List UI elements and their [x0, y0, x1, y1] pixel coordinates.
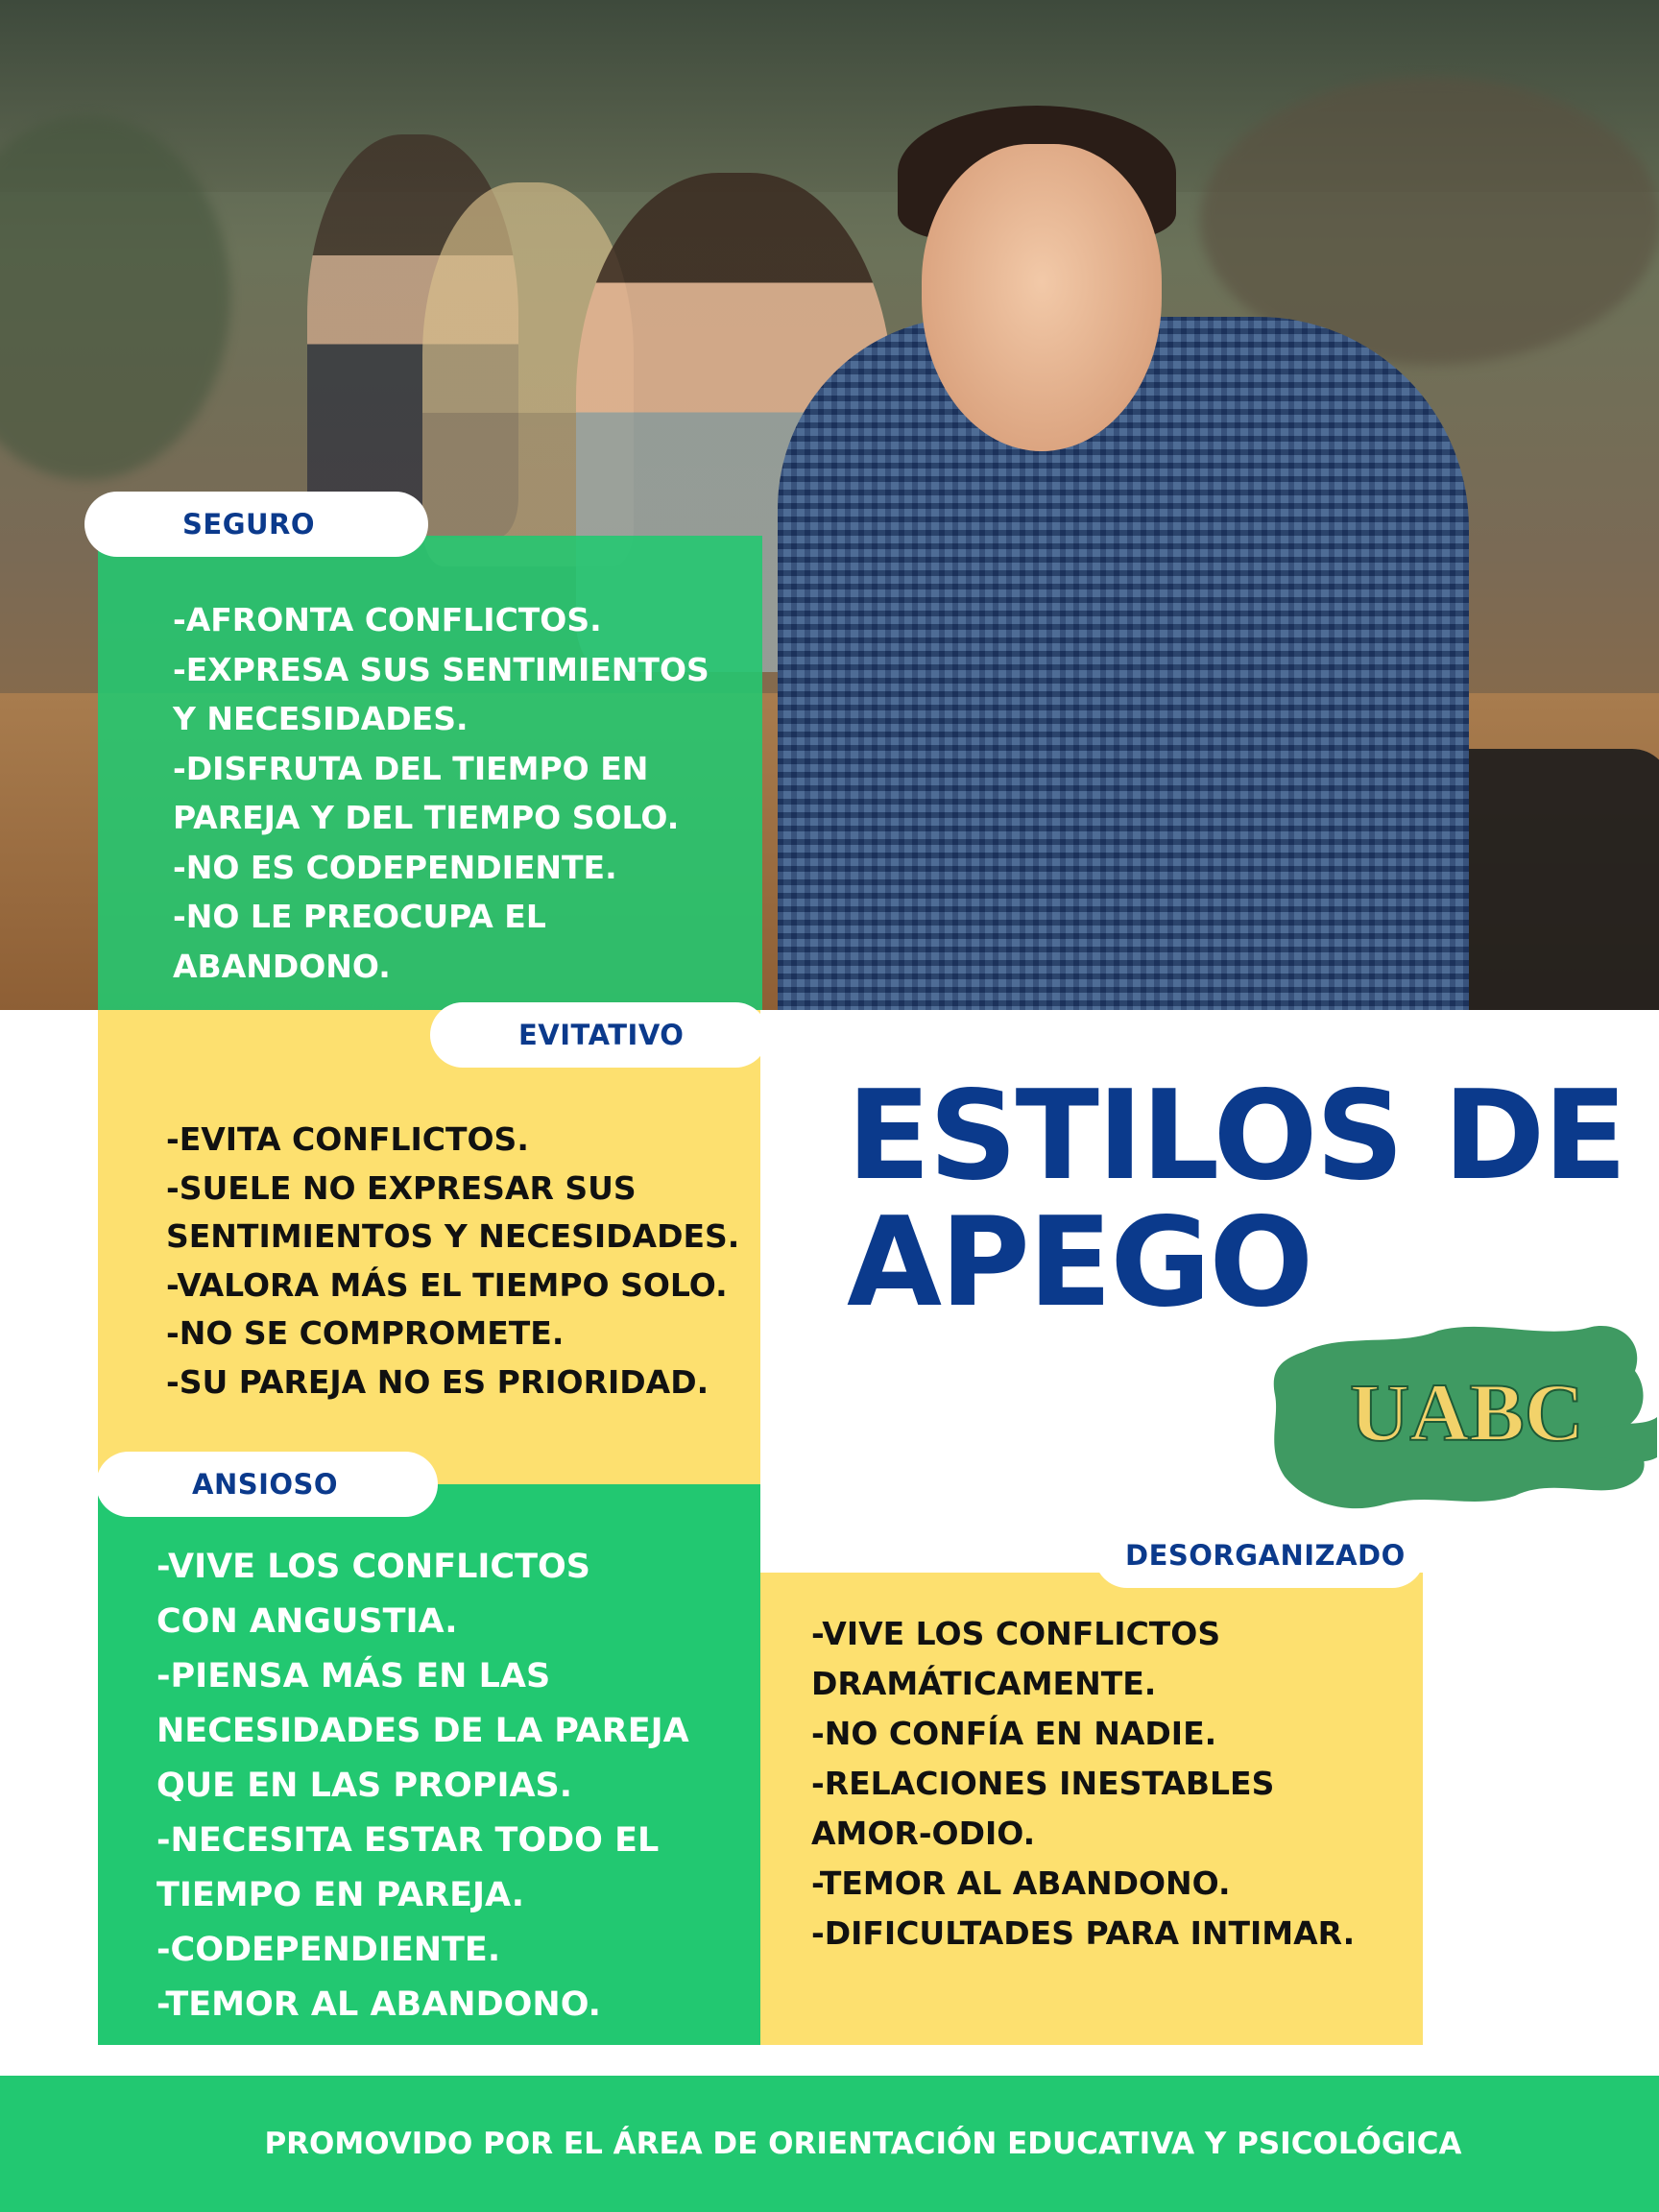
seguro-line: -NO LE PREOCUPA EL	[173, 898, 546, 935]
desorganizado-section	[760, 1573, 1423, 2045]
desorganizado-line: -RELACIONES INESTABLES	[811, 1765, 1275, 1802]
ansioso-line: -CODEPENDIENTE.	[156, 1931, 501, 1969]
ansioso-label: ANSIOSO	[192, 1468, 339, 1501]
seguro-line: -EXPRESA SUS SENTIMIENTOS	[173, 650, 709, 688]
title-line-1: ESTILOS DE	[847, 1065, 1625, 1208]
evitativo-line: SENTIMIENTOS Y NECESIDADES.	[166, 1217, 740, 1255]
seguro-line: -NO ES CODEPENDIENTE.	[173, 848, 617, 886]
evitativo-line: -SU PAREJA NO ES PRIORIDAD.	[166, 1362, 709, 1401]
desorganizado-label-pill	[1094, 1523, 1425, 1588]
ansioso-label-pill	[96, 1452, 438, 1517]
evitativo-label: EVITATIVO	[518, 1019, 685, 1051]
ansioso-line: -VIVE LOS CONFLICTOS	[156, 1548, 590, 1586]
evitativo-line: -SUELE NO EXPRESAR SUS	[166, 1168, 637, 1207]
seguro-label-pill	[84, 492, 428, 557]
seguro-line: ABANDONO.	[173, 947, 391, 985]
ansioso-line: QUE EN LAS PROPIAS.	[156, 1767, 573, 1805]
footer-bar	[0, 2076, 1659, 2212]
uabc-logo-text: UABC	[1350, 1366, 1584, 1458]
title-line-2: APEGO	[847, 1191, 1312, 1334]
evitativo-section	[98, 1010, 760, 1484]
desorganizado-line: -VIVE LOS CONFLICTOS	[811, 1615, 1221, 1652]
desorganizado-line: DRAMÁTICAMENTE.	[811, 1665, 1157, 1702]
footer-text: PROMOVIDO POR EL ÁREA DE ORIENTACIÓN EDUCATIVA Y PSICOLÓGICA	[264, 2127, 1462, 2161]
evitativo-line: -VALORA MÁS EL TIEMPO SOLO.	[166, 1265, 728, 1304]
desorganizado-label: DESORGANIZADO	[1125, 1539, 1406, 1572]
ansioso-line: CON ANGUSTIA.	[156, 1602, 458, 1641]
seguro-list	[173, 595, 762, 991]
seguro-label: SEGURO	[182, 508, 316, 541]
ansioso-line: -NECESITA ESTAR TODO EL	[156, 1821, 660, 1860]
desorganizado-line: -DIFICULTADES PARA INTIMAR.	[811, 1914, 1356, 1952]
desorganizado-line: -NO CONFÍA EN NADIE.	[811, 1715, 1217, 1752]
ansioso-line: -TEMOR AL ABANDONO.	[156, 1985, 601, 2024]
seguro-line: PAREJA Y DEL TIEMPO SOLO.	[173, 799, 680, 836]
ansioso-section	[98, 1484, 760, 2045]
evitativo-line: -NO SE COMPROMETE.	[166, 1314, 565, 1352]
page-title	[847, 1065, 1625, 1334]
desorganizado-list	[811, 1609, 1423, 1959]
seguro-section	[98, 536, 762, 1010]
evitativo-label-pill	[430, 1002, 768, 1068]
ansioso-line: -PIENSA MÁS EN LAS	[156, 1657, 551, 1695]
seguro-line: Y NECESIDADES.	[173, 700, 469, 737]
desorganizado-line: AMOR-ODIO.	[811, 1815, 1036, 1852]
seguro-line: -DISFRUTA DEL TIEMPO EN	[173, 749, 649, 787]
ansioso-list	[156, 1540, 760, 2032]
evitativo-list	[166, 1116, 760, 1407]
seguro-line: -AFRONTA CONFLICTOS.	[173, 601, 602, 638]
uabc-logo	[1265, 1313, 1659, 1517]
ansioso-line: TIEMPO EN PAREJA.	[156, 1876, 525, 1914]
desorganizado-line: -TEMOR AL ABANDONO.	[811, 1864, 1231, 1902]
evitativo-line: -EVITA CONFLICTOS.	[166, 1120, 529, 1158]
ansioso-line: NECESIDADES DE LA PAREJA	[156, 1712, 689, 1750]
